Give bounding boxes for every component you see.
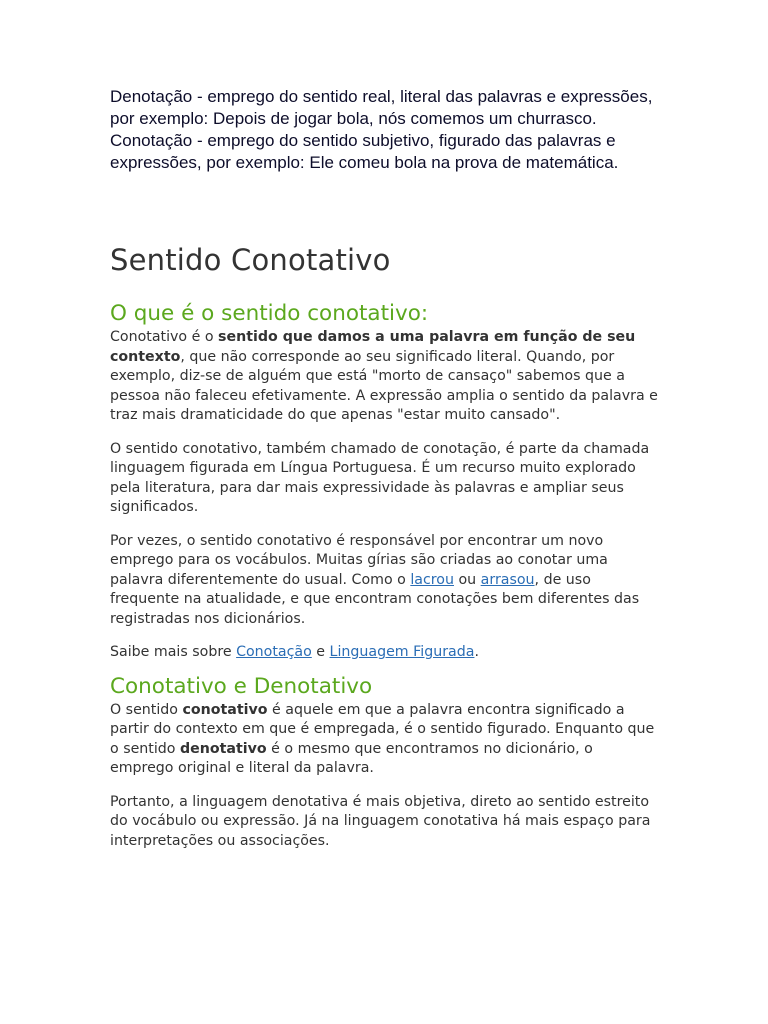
paragraph-definition [110,328,658,426]
text-run: Conotativo é o [110,329,219,345]
text-run: ou [453,571,481,588]
section-heading-what-is: O que é o sentido conotativo: [110,301,429,326]
text-run: , de uso frequente na atualidade, e que encontram conotações bem diferentes das registradas nos dicionários. [110,571,640,627]
text-run: Por vezes, o sentido conotativo é responsável por encontrar um novo emprego para os vocábulos. Muitas gírias são criadas ao conotar uma palavra diferentemente do usual. Como o [110,532,608,588]
article-body [110,300,658,865]
text-run: Saibe mais sobre [110,644,237,660]
bold-text: sentido que damos a uma palavra em função de seu contexto [110,329,636,365]
paragraph-conclusion: Portanto, a linguagem denotativa é mais objetiva, direto ao sentido estreito do vocábulo ou expressão. Já na linguagem conotativa há mais espaço para interpretações ou associações. [110,793,651,849]
link-conotacao[interactable]: Conotação [236,644,312,660]
intro-paragraph: Denotação - emprego do sentido real, literal das palavras e expressões, por exemplo: Depois de jogar bola, nós comemos um churrasco. Conotação - emprego do sentido subjetivo, figurado das palavras e expressões, por exemplo: Ele comeu bola na prova de matemática. [110,87,653,172]
text-run: , que não corresponde ao seu significado literal. Quando, por exemplo, diz-se de alguém que está "morto de cansaço" sabemos que a pessoa não faleceu efetivamente. A expressão amplia o sentido da palavra e traz mais dramaticidade do que apenas "estar muito cansado". [110,348,658,423]
section-heading-conotativo-denotativo: Conotativo e Denotativo [110,673,373,699]
text-run: . [474,644,479,660]
link-lacrou[interactable]: lacrou [410,571,454,588]
bold-text: denotativo [180,740,267,757]
paragraph-comparison [110,701,658,779]
paragraph-learn-more [110,643,658,663]
text-run: O sentido [110,701,183,718]
bold-text: conotativo [182,701,268,718]
paragraph-figurative-language: O sentido conotativo, também chamado de conotação, é parte da chamada linguagem figurada em Língua Portuguesa. É um recurso muito explorado pela literatura, para dar mais expressividade às palavras e ampliar seus significados. [110,440,650,515]
text-run: e [311,644,330,660]
paragraph-slang [110,532,658,630]
text-run: é o mesmo que encontramos no dicionário, o emprego original e literal da palavra. [110,740,593,776]
text-run: é aquele em que a palavra encontra significado a partir do contexto em que é empregada, é o sentido figurado. Enquanto que o sentido [110,701,655,757]
page-title: Sentido Conotativo [110,243,391,277]
link-linguagem-figurada[interactable]: Linguagem Figurada [329,644,475,660]
link-arrasou[interactable]: arrasou [480,571,535,588]
